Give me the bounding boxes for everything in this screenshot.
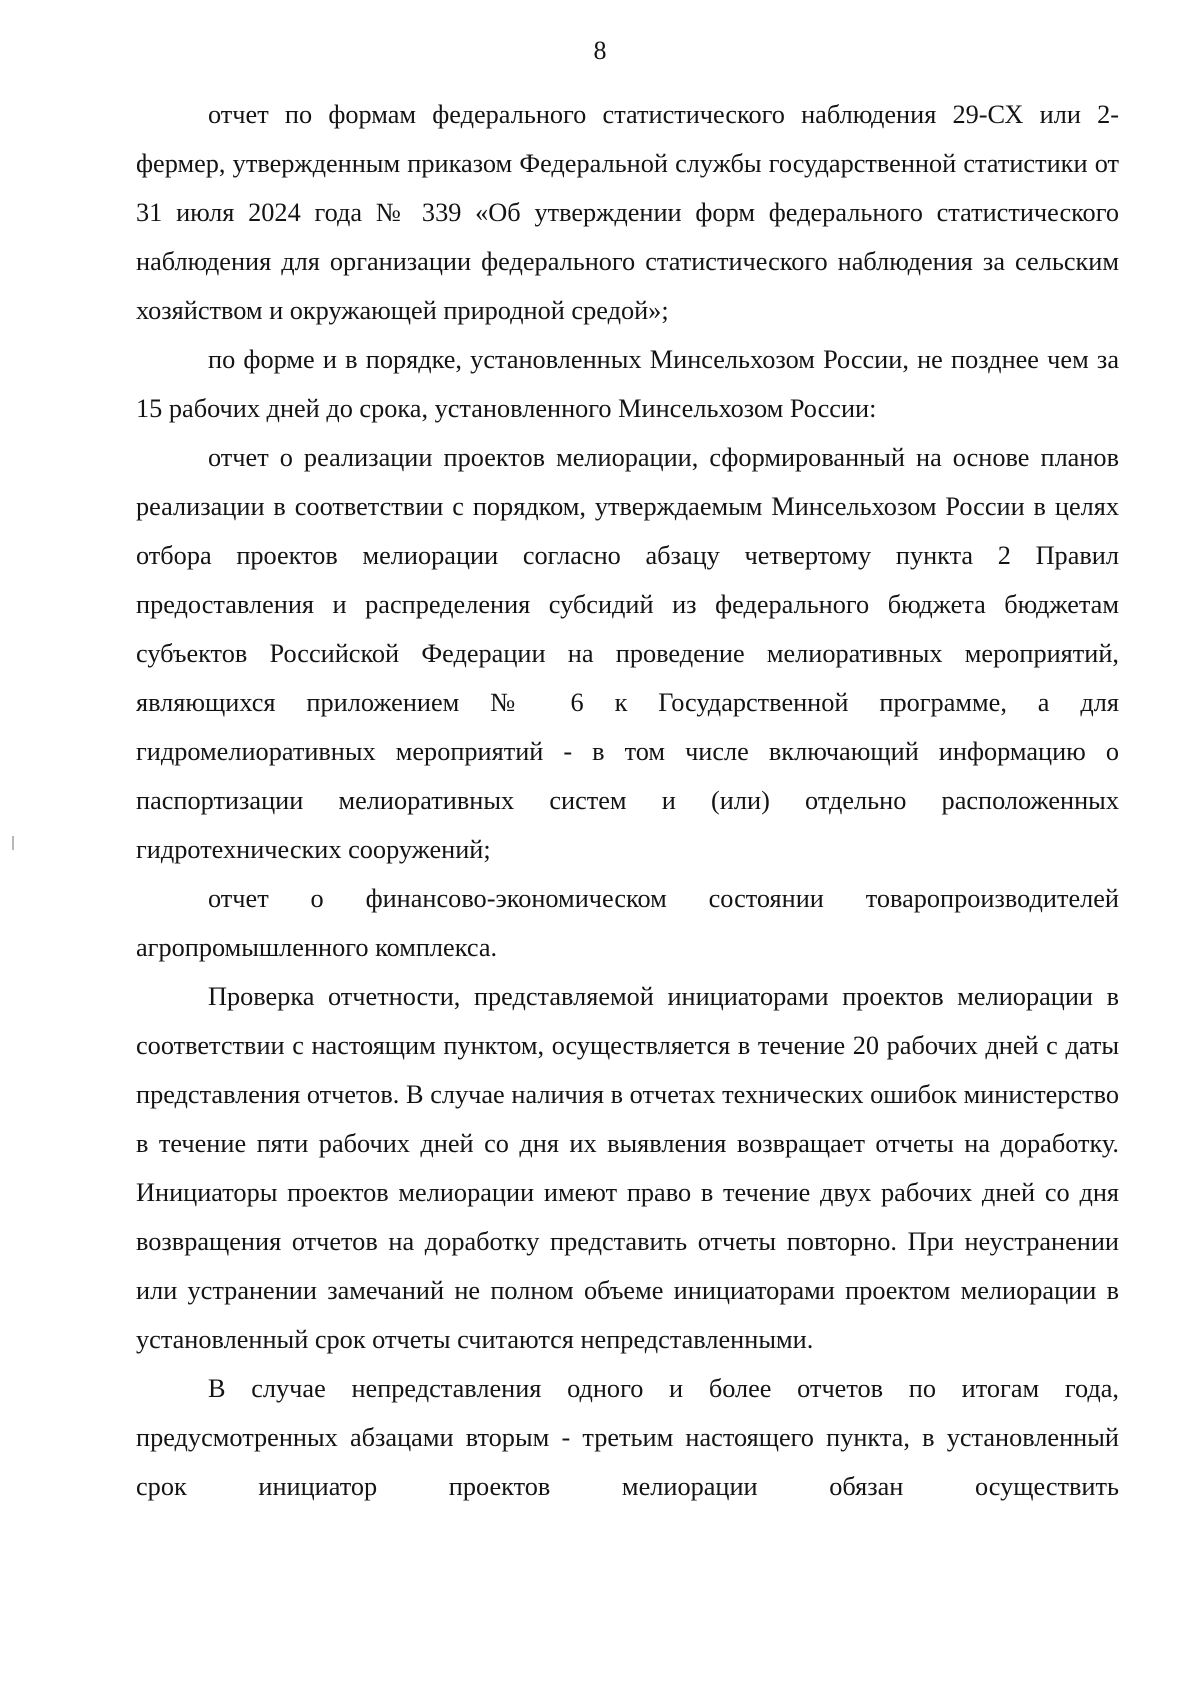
document-body	[136, 90, 1119, 1511]
paragraph-minselhoz-deadline: по форме и в порядке, установленных Минсельхозом России, не позднее чем за 15 рабочих дней до срока, установленного Минсельхозом России:	[136, 345, 1119, 423]
scan-margin-mark	[12, 836, 14, 850]
paragraph-financial-economic-report: отчет о финансово-экономическом состоянии товаропроизводителей агропромышленного комплекса.	[136, 884, 1119, 962]
paragraph-reporting-verification: Проверка отчетности, представляемой инициаторами проектов мелиорации в соответствии с настоящим пунктом, осуществляется в течение 20 рабочих дней с даты представления отчетов. В случае наличия в отчетах технических ошибок министерство в течение пяти рабочих дней со дня их выявления возвращает отчеты на доработку. Инициаторы проектов мелиорации имеют право в течение двух рабочих дней со дня возвращения отчетов на доработку представить отчеты повторно. При неустранении или устранении замечаний не полном объеме инициаторами проектом мелиорации в установленный срок отчеты считаются непредставленными.	[136, 982, 1119, 1354]
paragraph-non-submission: В случае непредставления одного и более отчетов по итогам года, предусмотренных абзацами вторым - третьим настоящего пункта, в установленный срок инициатор проектов мелиорации обязан осуществить	[136, 1374, 1119, 1501]
paragraph-form-29-sh-report: отчет по формам федерального статистического наблюдения 29-СХ или 2-фермер, утвержденным приказом Федеральной службы государственной статистики от 31 июля 2024 года № 339 «Об утверждении форм федерального статистического наблюдения для организации федерального статистического наблюдения за сельским хозяйством и окружающей природной средой»;	[136, 100, 1119, 325]
paragraph-melioration-projects-report: отчет о реализации проектов мелиорации, сформированный на основе планов реализации в соответствии с порядком, утверждаемым Минсельхозом России в целях отбора проектов мелиорации согласно абзацу четвертому пункта 2 Правил предоставления и распределения субсидий из федерального бюджета бюджетам субъектов Российской Федерации на проведение мелиоративных мероприятий, являющихся приложением № 6 к Государственной программе, а для гидромелиоративных мероприятий - в том числе включающий информацию о паспортизации мелиоративных систем и (или) отдельно расположенных гидротехнических сооружений;	[136, 443, 1119, 864]
page-number: 8	[593, 36, 607, 65]
